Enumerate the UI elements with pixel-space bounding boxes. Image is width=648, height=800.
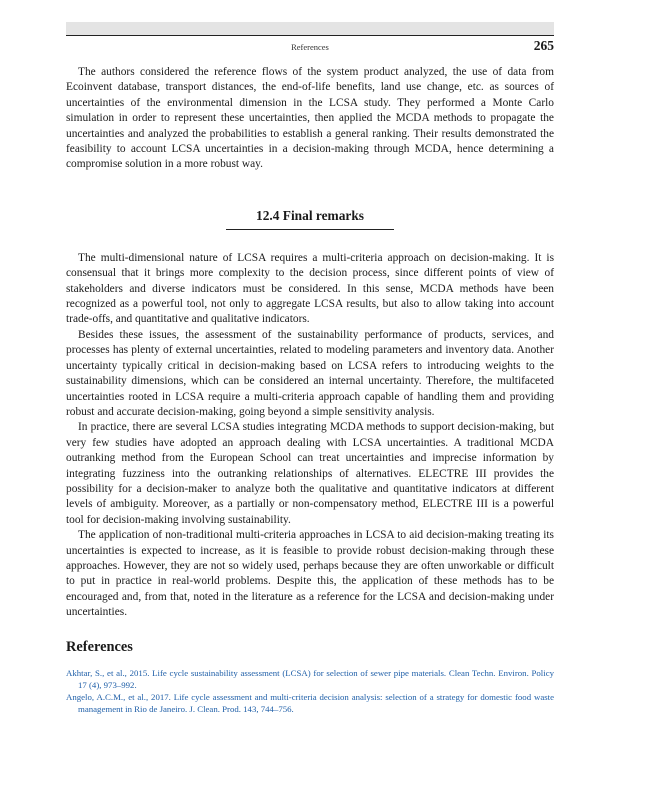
section-paragraph: Besides these issues, the assessment of the sustainability performance of products, services, and processes has plenty of external uncertainties, related to modeling parameters and inventory data. Another uncertainty typically critical in decision-making based on LCSA refers to introducing weights to the sustainability dimensions, which can be considered an internal uncertainty. Therefore, the multifaceted uncertainties rooted in LCSA require a multi-criteria approach capable of handling them and providing robust and accurate decision-making, going beyond a simple sensitivity analysis. <box>66 328 554 418</box>
page-content <box>66 65 554 716</box>
section-paragraph: In practice, there are several LCSA studies integrating MCDA methods to support decision-making, but very few studies have adopted an approach dealing with LCSA uncertainties. A traditional MCDA outranking method from the European School can treat uncertainties and imprecise information by integrating fuzziness into the outranking relationships of alternatives. ELECTRE III provides the possibility for a decision-maker to analyze both the qualitative and quantitative indicators at different levels of ambiguity. Moreover, as a partially or non-compensatory method, ELECTRE III is a powerful tool for decision-making involving sustainability. <box>66 421 554 526</box>
reference-item[interactable]: Angelo, A.C.M., et al., 2017. Life cycle assessment and multi-criteria decision analysis: selection of a strategy for domestic food waste management in Rio de Janeiro. J. Clean. Prod. 143, 744–756. <box>66 692 554 715</box>
running-title: References <box>291 42 329 52</box>
header-bar <box>66 22 554 36</box>
references-heading: References <box>66 638 133 655</box>
reference-item[interactable]: Akhtar, S., et al., 2015. Life cycle sustainability assessment (LCSA) for selection of sewer pipe materials. Clean Techn. Environ. Policy 17 (4), 973–992. <box>66 667 554 690</box>
section-paragraph: The multi-dimensional nature of LCSA requires a multi-criteria approach on decision-making. It is consensual that it brings more complexity to the decision process, since different points of view of stakeholders and diverse indicators must be considered. In this sense, MCDA methods have been recognized as a powerful tool, not only to aggregate LCSA results, but also to allow taking into account trade-offs, and quantitative and qualitative indicators. <box>66 251 554 326</box>
section-heading: 12.4 Final remarks <box>226 208 394 230</box>
section-heading-wrap <box>66 207 554 230</box>
running-header <box>66 38 554 54</box>
section-paragraph: The application of non-traditional multi-criteria approaches in LCSA to aid decision-making treating its uncertainties is expected to increase, as it is feasible to provide robust decision-making through these approaches. However, they are not so widely used, perhaps because they are often unworkable or difficult to put in practice in real-world problems. Despite this, the application of these methods has to be encouraged and, from that, noted in the literature as a reference for the LCSA and decision-making under uncertainties. <box>66 529 554 619</box>
intro-paragraph: The authors considered the reference flows of the system product analyzed, the use of data from Ecoinvent database, transport distances, the end-of-life benefits, land use change, etc. as sources of uncertainties of the environmental dimension in the LCSA study. They performed a Monte Carlo simulation in order to represent these uncertainties, then applied the MCDA methods to propagate the uncertainties and analyzed the probabilities to establish a general ranking. Their results demonstrated the feasibility to account LCSA uncertainties in a decision-making through MCDA, hence determining a compromise solution in a more robust way. <box>66 66 554 171</box>
page-number: 265 <box>533 38 554 53</box>
